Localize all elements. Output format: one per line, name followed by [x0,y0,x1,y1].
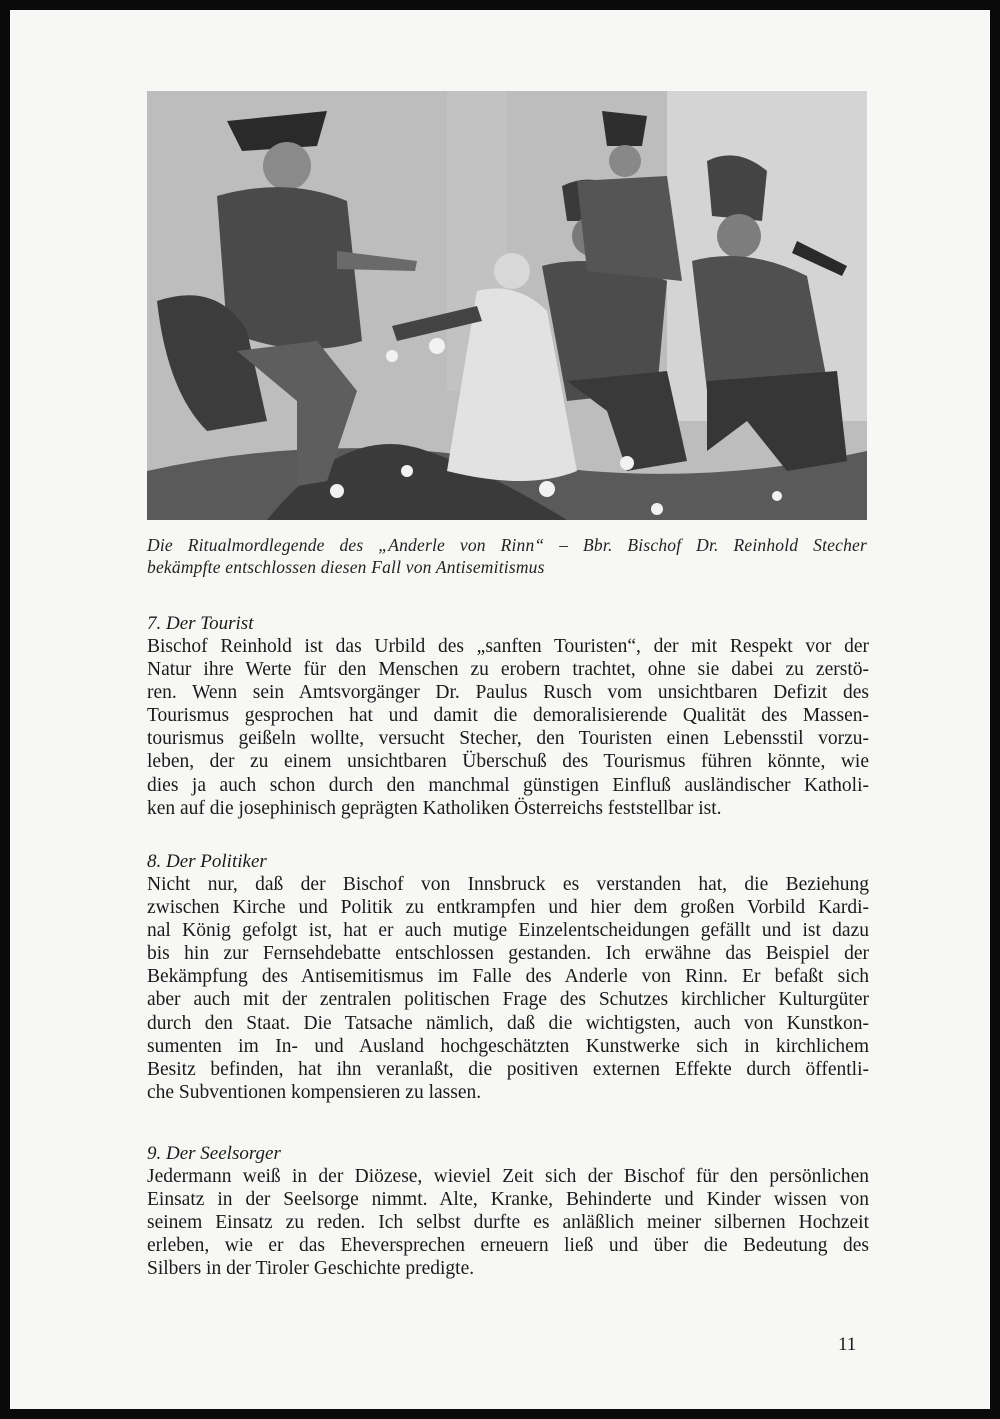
text-line: seinem Einsatz zu reden. Ich selbst durfte es anläßlich meiner silbernen Hochzeit [147,1212,869,1234]
text-line: Silbers in der Tiroler Geschichte predigte. [147,1258,475,1280]
caption-line: Die Ritualmordlegende des „Anderle von Rinn“ – Bbr. Bischof Dr. Reinhold Stecher [147,535,867,555]
text-line: che Subventionen kompensieren zu lassen. [147,1081,482,1103]
text-line: leben, der zu einem unsichtbaren Überschuß des Tourismus führen könnte, wie [147,751,869,773]
text-line: nal König gefolgt ist, hat er auch mutige Einzelentscheidungen gefällt und ist dazu [147,920,869,942]
figurine-photo [147,91,867,520]
section-politiker [147,850,869,1104]
text-line: dies ja auch schon durch den manchmal günstigen Einfluß ausländischer Katholi- [147,774,869,796]
text-line: Tourismus gesprochen hat und damit die demoralisierende Qualität des Massen- [147,705,869,727]
section-seelsorger [147,1142,869,1280]
text-line: Natur ihre Werte für den Menschen zu erobern trachtet, ohne sie dabei zu zerstö- [147,659,869,681]
text-line: bis hin zur Fernsehdebatte entschlossen gestanden. Ich erwähne das Beispiel der [147,943,869,965]
text-line: Einsatz in der Seelsorge nimmt. Alte, Kranke, Behinderte und Kinder wissen von [147,1189,869,1211]
text-line: ken auf die josephinisch geprägten Katholiken Österreichs feststellbar ist. [147,797,722,819]
text-line: aber auch mit der zentralen politischen Frage des Schutzes kirchlicher Kulturgüter [147,989,869,1011]
text-line: tourismus geißeln wollte, versucht Stecher, den Touristen einen Lebensstil vorzu- [147,728,869,750]
section-heading: 7. Der Tourist [147,613,254,634]
page-number: 11 [838,1334,857,1355]
text-line: erleben, wie er das Eheversprechen erneuern ließ und über die Bedeutung des [147,1235,869,1257]
text-line: Nicht nur, daß der Bischof von Innsbruck es verstanden hat, die Beziehung [147,874,869,895]
photo-icon [147,91,867,520]
caption-line: bekämpfte entschlossen diesen Fall von Antisemitismus [147,557,545,577]
text-line: Besitz befinden, hat ihn veranlaßt, die positiven externen Effekte durch öffentli- [147,1058,869,1080]
text-line: Bekämpfung des Antisemitismus im Falle des Anderle von Rinn. Er befaßt sich [147,966,869,988]
section-heading: 9. Der Seelsorger [147,1143,281,1164]
text-line: Jedermann weiß in der Diözese, wieviel Zeit sich der Bischof für den persönlichen [147,1166,869,1187]
text-line: durch den Staat. Die Tatsache nämlich, daß die wichtigsten, auch von Kunstkon- [147,1012,869,1034]
text-line: zwischen Kirche und Politik zu entkrampfen und hier dem großen Vorbild Kardi- [147,897,869,919]
section-tourist [147,612,869,820]
photo-caption [147,534,867,578]
text-line: Bischof Reinhold ist das Urbild des „sanften Touristen“, der mit Respekt vor der [147,636,869,657]
section-heading: 8. Der Politiker [147,851,267,872]
text-line: sumenten im In- und Ausland hochgeschätzten Kunstwerke sich in kirchlichem [147,1035,869,1057]
text-line: ren. Wenn sein Amtsvorgänger Dr. Paulus Rusch vom unsichtbaren Defizit des [147,682,869,704]
